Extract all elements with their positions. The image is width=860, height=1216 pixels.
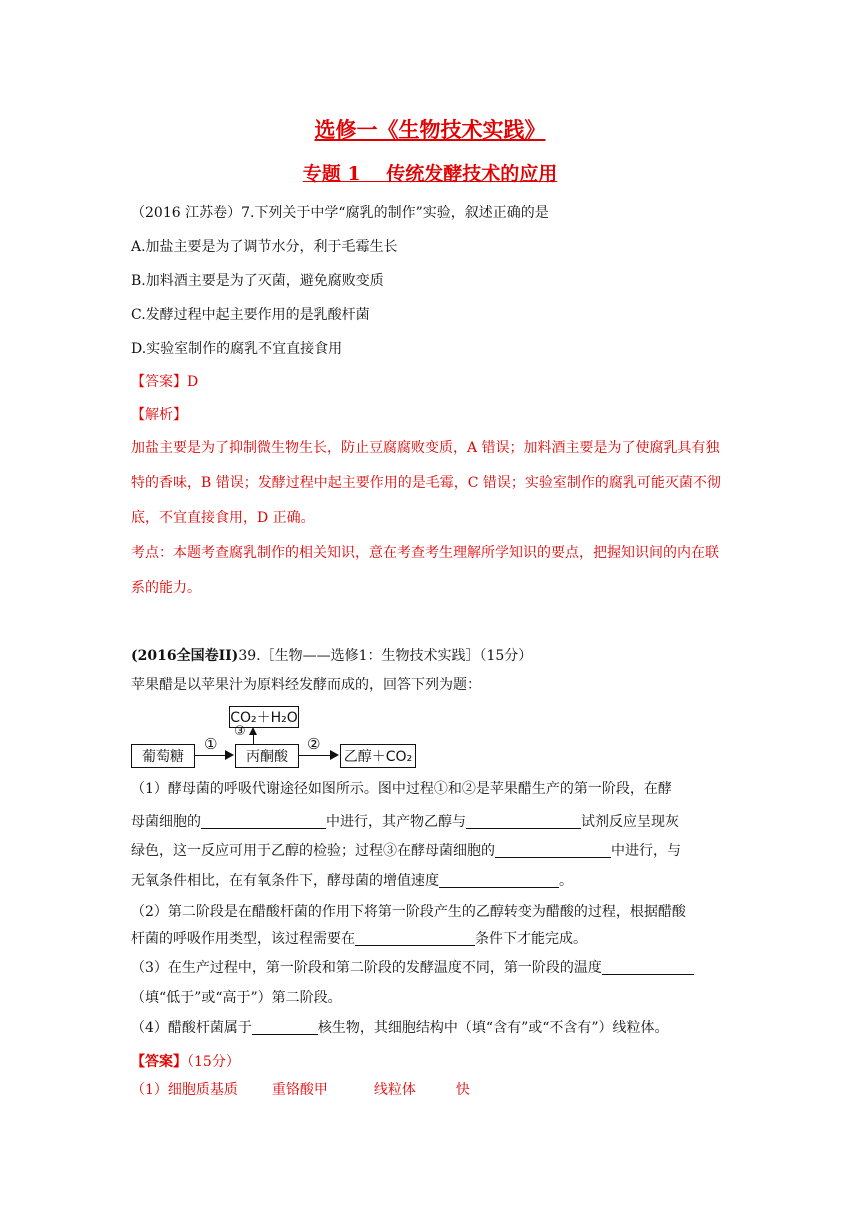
q1-answer-value: D xyxy=(187,374,199,390)
pyruvate-box: 丙酮酸 xyxy=(235,744,299,768)
step-3-label: ③ xyxy=(234,724,246,739)
q1-answer xyxy=(131,372,731,392)
blank-7[interactable] xyxy=(252,1020,318,1035)
q2-part1-text-d: 绿色，这一反应可用于乙醇的检验；过程③在酵母菌细胞的 xyxy=(131,843,495,859)
q2-part1-text-b: 中进行，其产物乙醇与 xyxy=(326,814,466,830)
q2-part2-text-a: 杆菌的呼吸作用类型，该过程需要在 xyxy=(131,931,355,947)
q2-part1-line1: （1）酵母菌的呼吸代谢途径如图所示。图中过程①和②是苹果醋生产的第一阶段，在酵 xyxy=(131,781,672,797)
blank-4[interactable] xyxy=(439,873,559,888)
q1-option-b: B.加料酒主要是为了灭菌，避免腐败变质 xyxy=(131,273,384,289)
answer-4: 快 xyxy=(455,1082,470,1098)
q2-intro: 苹果醋是以苹果汁为原料经发酵而成的，回答下列为题： xyxy=(131,677,481,693)
q2-part3-text-a: （3）在生产过程中，第一阶段和第二阶段的发酵温度不同，第一阶段的温度 xyxy=(131,960,602,976)
q2-part4 xyxy=(131,1018,731,1038)
q2-part1-text-e: 中进行，与 xyxy=(611,843,681,859)
q2-part1-text-g: 。 xyxy=(559,873,573,889)
q2-header xyxy=(131,646,731,666)
q1-point: 考点：本题考查腐乳制作的相关知识，意在考查考生理解所学知识的要点，把握知识间的内在联系的能力。 xyxy=(131,545,719,596)
blank-6[interactable] xyxy=(602,960,694,975)
q2-part2-line1: （2）第二阶段是在醋酸杆菌的作用下将第一阶段产生的乙醇转变为醋酸的过程，根据醋酸 xyxy=(131,904,686,920)
q1-option-c: C.发酵过程中起主要作用的是乳酸杆菌 xyxy=(131,307,370,323)
arrow-2-head xyxy=(330,750,339,760)
q2-part1-text-c: 试剂反应呈现灰 xyxy=(581,814,679,830)
q2-part4-text-a: （4）醋酸杆菌属于 xyxy=(131,1020,252,1036)
q2-source: (2016全国卷II) xyxy=(131,648,239,664)
q1-analysis: 加盐主要是为了抑制微生物生长，防止豆腐腐败变质，A 错误；加料酒主要是为了使腐乳具有独特的香味，B 错误；发酵过程中起主要作用的是毛霉，C 错误；实验室制作的腐乳可能灭菌不彻底，不宜直接食用，D 正确。 xyxy=(131,440,721,526)
q2-part1-line3 xyxy=(131,841,731,861)
blank-2[interactable] xyxy=(466,814,581,829)
q1-option-a: A.加盐主要是为了调节水分，利于毛霉生长 xyxy=(131,239,398,255)
q2-answer-score: （15分） xyxy=(187,1054,240,1070)
q2-part4-text-b: 核生物，其细胞结构中（填“含有”或“不含有”）线粒体。 xyxy=(317,1020,669,1036)
ethanol-box: 乙醇＋CO₂ xyxy=(340,744,416,768)
glucose-box: 葡萄糖 xyxy=(131,744,195,768)
q2-part1-line4 xyxy=(131,871,731,891)
blank-5[interactable] xyxy=(355,931,475,946)
arrow-2 xyxy=(299,755,330,756)
arrow-1 xyxy=(195,755,225,756)
q1-answer-label: 【答案】 xyxy=(131,374,187,390)
blank-3[interactable] xyxy=(495,843,611,858)
q2-part2-line2 xyxy=(131,929,731,949)
main-title: 选修一《生物技术实践》 xyxy=(314,117,546,142)
blank-1[interactable] xyxy=(201,814,326,829)
arrow-3-head xyxy=(249,727,257,735)
q2-part1-text-f: 无氧条件相比，在有氧条件下，酵母菌的增值速度 xyxy=(131,873,439,889)
q2-header-text: 39.［生物——选修1：生物技术实践］（15分） xyxy=(238,648,533,664)
answer-2: 重铬酸甲 xyxy=(271,1082,328,1098)
q2-answer-label: 【答案】 xyxy=(131,1054,187,1070)
q2-answer-values xyxy=(131,1080,731,1100)
q1-option-d: D.实验室制作的腐乳不宜直接食用 xyxy=(131,341,343,357)
q1-analysis-label: 【解析】 xyxy=(131,407,187,423)
arrow-1-head xyxy=(225,750,234,760)
co2-water-box: CO₂＋H₂O xyxy=(229,706,299,728)
q2-part3-line2: （填“低于”或“高于”）第二阶段。 xyxy=(131,990,342,1006)
step-2-label: ② xyxy=(307,735,321,753)
answer-1: （1）细胞质基质 xyxy=(131,1082,238,1098)
q2-part3-line1 xyxy=(131,958,731,978)
q2-part2-text-b: 条件下才能完成。 xyxy=(475,931,587,947)
answer-3: 线粒体 xyxy=(373,1082,416,1098)
q2-part1-text-a: 母菌细胞的 xyxy=(131,814,201,830)
step-1-label: ① xyxy=(204,735,218,753)
topic-title: 专题 1 传统发酵技术的应用 xyxy=(302,163,558,185)
q1-stem: （2016 江苏卷）7.下列关于中学“腐乳的制作”实验，叙述正确的是 xyxy=(131,205,549,221)
q2-part1-line2 xyxy=(131,812,731,832)
q2-answer xyxy=(131,1052,731,1072)
